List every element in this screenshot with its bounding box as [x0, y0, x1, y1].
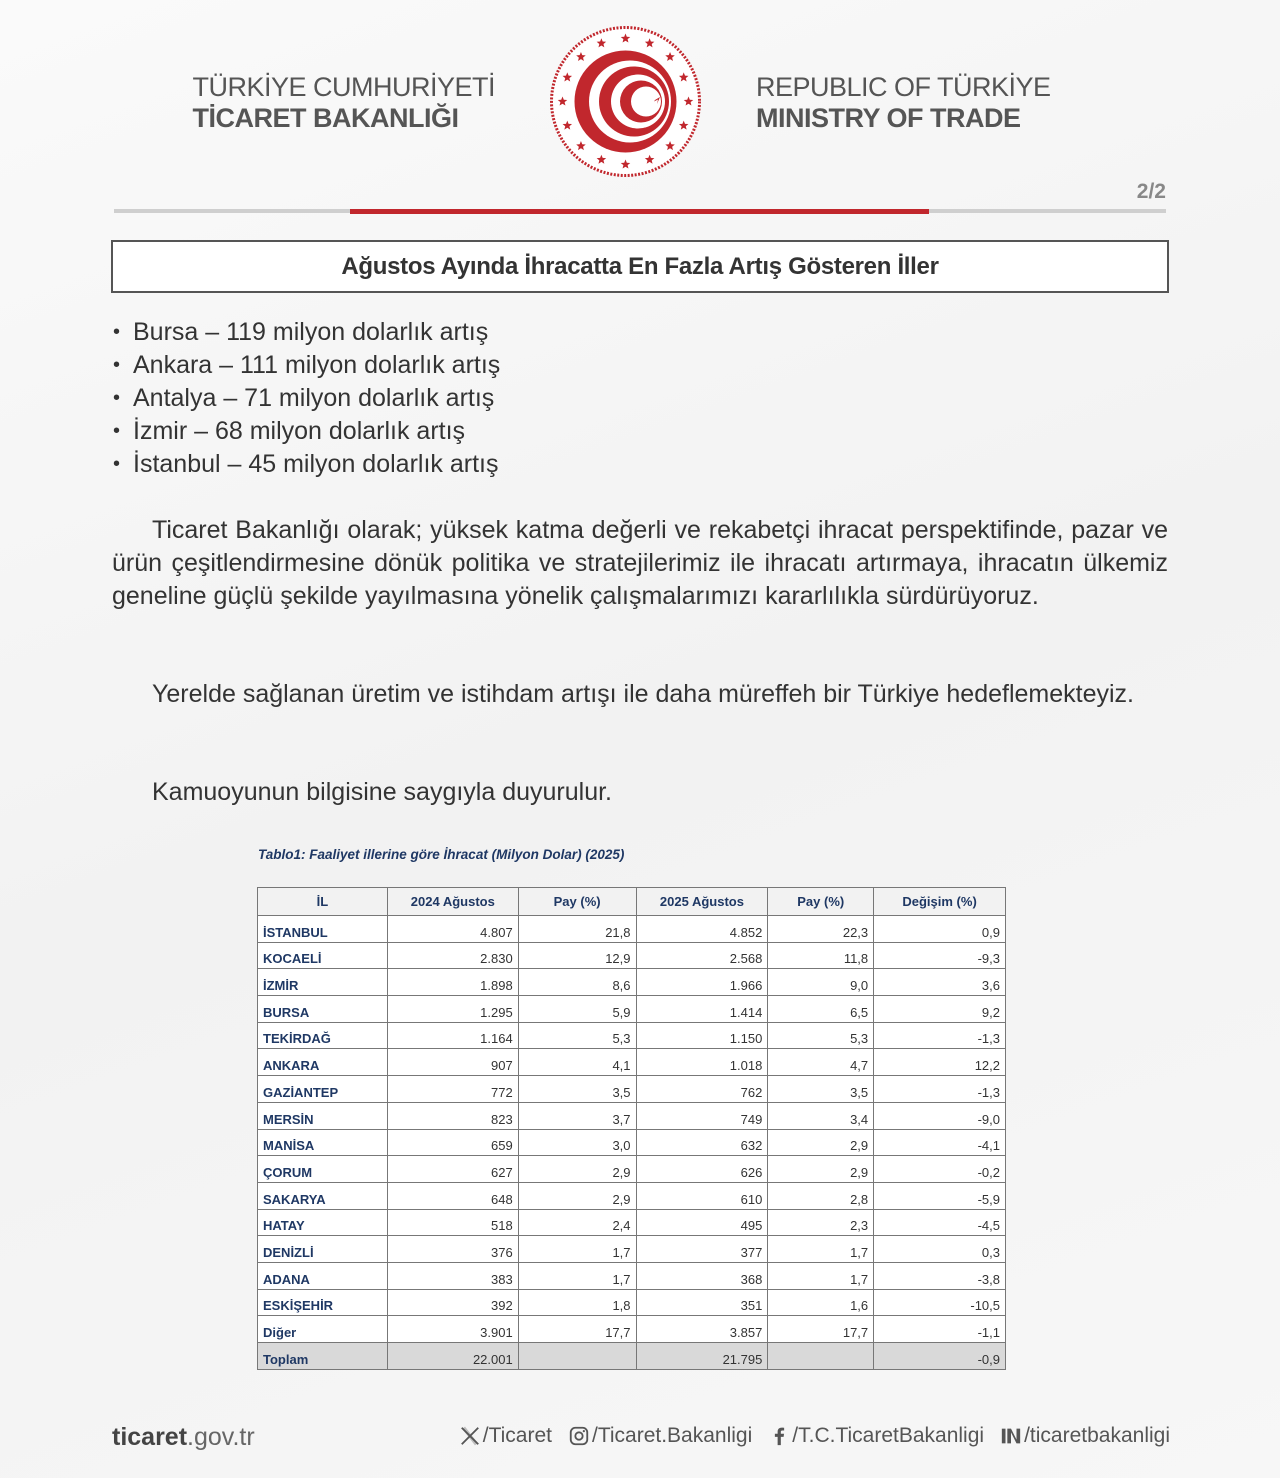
column-header: İL	[258, 888, 388, 916]
column-header: 2024 Ağustos	[387, 888, 518, 916]
section-title: Ağustos Ayında İhracatta En Fazla Artış Gösteren İller	[111, 240, 1169, 293]
cell-change: -9,0	[874, 1102, 1006, 1129]
cell-exports-2024: 772	[387, 1076, 518, 1103]
cell-exports-2025: 1.018	[636, 1049, 768, 1076]
cell-share-2024: 1,8	[518, 1289, 636, 1316]
table-row	[258, 1182, 1006, 1209]
cell-province: KOCAELİ	[258, 942, 388, 969]
export-table	[257, 887, 1006, 1370]
ministry-title-tr: TİCARET BAKANLIĞI	[192, 103, 459, 133]
cell-share-2024: 8,6	[518, 969, 636, 996]
cell-share-2024: 2,9	[518, 1156, 636, 1183]
cell-change: -4,1	[874, 1129, 1006, 1156]
table-row	[258, 1209, 1006, 1236]
website-domain-bold: ticaret	[112, 1423, 188, 1451]
cell-change: -9,3	[874, 942, 1006, 969]
cell-share-2025: 5,3	[768, 1022, 874, 1049]
cell-exports-2024: 907	[387, 1049, 518, 1076]
cell-share-2025: 2,8	[768, 1182, 874, 1209]
cell-province: MERSİN	[258, 1102, 388, 1129]
cell-exports-2025: 2.568	[636, 942, 768, 969]
social-link-nsosyal[interactable]	[1000, 1424, 1170, 1448]
website-link[interactable]	[112, 1423, 255, 1452]
cell-exports-2025: 495	[636, 1209, 768, 1236]
cell-share-2024: 12,9	[518, 942, 636, 969]
cell-share-2024: 1,7	[518, 1262, 636, 1289]
table-row	[258, 1129, 1006, 1156]
total-cell-exports-2025: 21.795	[636, 1343, 768, 1370]
increase-list	[113, 316, 500, 481]
cell-province: DENİZLİ	[258, 1236, 388, 1263]
cell-change: 0,9	[874, 916, 1006, 943]
column-header: Pay (%)	[768, 888, 874, 916]
cell-change: 0,3	[874, 1236, 1006, 1263]
cell-province: BURSA	[258, 996, 388, 1023]
table-row	[258, 1316, 1006, 1343]
table-row	[258, 1289, 1006, 1316]
list-item: • İzmir – 68 milyon dolarlık artış	[113, 415, 500, 448]
table-row	[258, 1156, 1006, 1183]
cell-share-2024: 2,4	[518, 1209, 636, 1236]
cell-exports-2025: 1.414	[636, 996, 768, 1023]
cell-exports-2024: 2.830	[387, 942, 518, 969]
footer	[0, 1420, 1280, 1460]
table-row	[258, 1076, 1006, 1103]
cell-share-2024: 2,9	[518, 1182, 636, 1209]
header-accent-divider	[350, 209, 929, 214]
cell-change: -1,3	[874, 1076, 1006, 1103]
list-item-text: Ankara – 111 milyon dolarlık artış	[133, 351, 501, 379]
cell-exports-2024: 659	[387, 1129, 518, 1156]
cell-share-2025: 9,0	[768, 969, 874, 996]
republic-name-tr: TÜRKİYE CUMHURİYETİ	[192, 72, 495, 102]
cell-province: İSTANBUL	[258, 916, 388, 943]
total-cell-change: -0,9	[874, 1343, 1006, 1370]
table-total-row	[258, 1343, 1006, 1370]
cell-exports-2024: 4.807	[387, 916, 518, 943]
x-icon	[459, 1425, 481, 1447]
cell-share-2025: 4,7	[768, 1049, 874, 1076]
ministry-emblem-icon	[548, 24, 703, 179]
nsosyal-icon	[1000, 1425, 1022, 1447]
table-row	[258, 1049, 1006, 1076]
cell-share-2024: 5,9	[518, 996, 636, 1023]
cell-exports-2024: 1.295	[387, 996, 518, 1023]
cell-change: -4,5	[874, 1209, 1006, 1236]
list-item-text: İzmir – 68 milyon dolarlık artış	[133, 417, 466, 445]
social-links	[459, 1424, 1170, 1448]
cell-exports-2024: 823	[387, 1102, 518, 1129]
social-link-facebook[interactable]	[768, 1424, 984, 1448]
cell-change: -1,3	[874, 1022, 1006, 1049]
cell-province: ADANA	[258, 1262, 388, 1289]
table-row	[258, 942, 1006, 969]
social-handle: /T.C.TicaretBakanligi	[792, 1424, 985, 1447]
cell-province: GAZİANTEP	[258, 1076, 388, 1103]
list-item: • Bursa – 119 milyon dolarlık artış	[113, 316, 500, 349]
cell-province: HATAY	[258, 1209, 388, 1236]
cell-province: SAKARYA	[258, 1182, 388, 1209]
list-item-text: Bursa – 119 milyon dolarlık artış	[133, 318, 489, 346]
total-cell-province: Toplam	[258, 1343, 388, 1370]
cell-exports-2024: 648	[387, 1182, 518, 1209]
cell-share-2025: 2,9	[768, 1129, 874, 1156]
table-row	[258, 1262, 1006, 1289]
cell-share-2025: 17,7	[768, 1316, 874, 1343]
cell-province: MANİSA	[258, 1129, 388, 1156]
cell-share-2024: 21,8	[518, 916, 636, 943]
cell-exports-2024: 1.164	[387, 1022, 518, 1049]
cell-share-2025: 1,7	[768, 1236, 874, 1263]
total-cell-exports-2024: 22.001	[387, 1343, 518, 1370]
table-row	[258, 916, 1006, 943]
table-row	[258, 969, 1006, 996]
table-row	[258, 996, 1006, 1023]
social-handle: /Ticaret.Bakanligi	[591, 1424, 753, 1447]
cell-exports-2025: 368	[636, 1262, 768, 1289]
cell-change: -1,1	[874, 1316, 1006, 1343]
cell-province: ÇORUM	[258, 1156, 388, 1183]
paragraph-closing: Kamuoyunun bilgisine saygıyla duyurulur.	[152, 778, 612, 806]
cell-change: -5,9	[874, 1182, 1006, 1209]
column-header: 2025 Ağustos	[636, 888, 768, 916]
cell-exports-2025: 1.150	[636, 1022, 768, 1049]
cell-share-2024: 17,7	[518, 1316, 636, 1343]
cell-change: -3,8	[874, 1262, 1006, 1289]
cell-exports-2025: 762	[636, 1076, 768, 1103]
cell-change: -0,2	[874, 1156, 1006, 1183]
total-cell-share-2024	[518, 1343, 636, 1370]
cell-exports-2025: 3.857	[636, 1316, 768, 1343]
cell-share-2024: 4,1	[518, 1049, 636, 1076]
ministry-name-en	[756, 72, 1051, 134]
cell-exports-2024: 627	[387, 1156, 518, 1183]
cell-exports-2024: 376	[387, 1236, 518, 1263]
list-item: • Ankara – 111 milyon dolarlık artış	[113, 349, 500, 382]
paragraph-goal: Yerelde sağlanan üretim ve istihdam artışı ile daha müreffeh bir Türkiye hedeflemekteyiz.	[152, 680, 1134, 708]
cell-exports-2025: 610	[636, 1182, 768, 1209]
column-header: Pay (%)	[518, 888, 636, 916]
cell-province: Diğer	[258, 1316, 388, 1343]
cell-share-2024: 3,5	[518, 1076, 636, 1103]
cell-share-2024: 1,7	[518, 1236, 636, 1263]
social-link-instagram[interactable]	[568, 1424, 752, 1448]
social-handle: /ticaretbakanligi	[1024, 1424, 1170, 1447]
facebook-icon	[768, 1425, 790, 1447]
cell-share-2024: 3,7	[518, 1102, 636, 1129]
social-link-x[interactable]	[459, 1424, 552, 1448]
cell-exports-2025: 632	[636, 1129, 768, 1156]
list-item-text: Antalya – 71 milyon dolarlık artış	[133, 384, 495, 412]
cell-exports-2024: 3.901	[387, 1316, 518, 1343]
cell-share-2025: 2,3	[768, 1209, 874, 1236]
cell-change: -10,5	[874, 1289, 1006, 1316]
cell-exports-2025: 4.852	[636, 916, 768, 943]
table-header-row	[258, 888, 1006, 916]
cell-exports-2024: 1.898	[387, 969, 518, 996]
list-item: • Antalya – 71 milyon dolarlık artış	[113, 382, 500, 415]
cell-province: TEKİRDAĞ	[258, 1022, 388, 1049]
cell-exports-2025: 626	[636, 1156, 768, 1183]
cell-exports-2024: 383	[387, 1262, 518, 1289]
cell-share-2024: 5,3	[518, 1022, 636, 1049]
cell-share-2025: 1,7	[768, 1262, 874, 1289]
cell-exports-2025: 749	[636, 1102, 768, 1129]
list-item-text: İstanbul – 45 milyon dolarlık artış	[133, 450, 499, 478]
instagram-icon	[568, 1425, 590, 1447]
cell-exports-2025: 1.966	[636, 969, 768, 996]
cell-share-2025: 2,9	[768, 1156, 874, 1183]
cell-change: 3,6	[874, 969, 1006, 996]
ministry-title-en: MINISTRY OF TRADE	[756, 103, 1021, 133]
column-header: Değişim (%)	[874, 888, 1006, 916]
table-row	[258, 1236, 1006, 1263]
cell-province: İZMİR	[258, 969, 388, 996]
cell-exports-2024: 518	[387, 1209, 518, 1236]
cell-share-2025: 3,5	[768, 1076, 874, 1103]
total-cell-share-2025	[768, 1343, 874, 1370]
cell-share-2025: 3,4	[768, 1102, 874, 1129]
paragraph-policy: Ticaret Bakanlığı olarak; yüksek katma değerli ve rekabetçi ihracat perspektifinde, pazar ve ürün çeşitlendirmesine dönük politika ve stratejilerimiz ile ihracatı artırmaya, ihracatın ülkemiz geneline güçlü şekilde yayılmasına yönelik çalışmalarımızı kararlılıkla sürdürüyoruz.	[112, 516, 1168, 610]
cell-change: 12,2	[874, 1049, 1006, 1076]
table-row	[258, 1102, 1006, 1129]
cell-share-2025: 22,3	[768, 916, 874, 943]
cell-exports-2025: 351	[636, 1289, 768, 1316]
cell-share-2024: 3,0	[518, 1129, 636, 1156]
cell-share-2025: 6,5	[768, 996, 874, 1023]
cell-change: 9,2	[874, 996, 1006, 1023]
cell-share-2025: 1,6	[768, 1289, 874, 1316]
cell-exports-2025: 377	[636, 1236, 768, 1263]
page-number: 2/2	[1136, 180, 1166, 203]
table-row	[258, 1022, 1006, 1049]
table-caption: Tablo1: Faaliyet illerine göre İhracat (Milyon Dolar) (2025)	[258, 847, 625, 862]
ministry-name-tr	[192, 72, 495, 134]
letterhead	[0, 0, 1280, 203]
social-handle: /Ticaret	[482, 1424, 552, 1447]
cell-exports-2024: 392	[387, 1289, 518, 1316]
website-domain-suffix: .gov.tr	[187, 1423, 255, 1451]
list-item: • İstanbul – 45 milyon dolarlık artış	[113, 448, 500, 481]
cell-province: ANKARA	[258, 1049, 388, 1076]
cell-share-2025: 11,8	[768, 942, 874, 969]
republic-name-en: REPUBLIC OF TÜRKİYE	[756, 72, 1051, 102]
cell-province: ESKİŞEHİR	[258, 1289, 388, 1316]
